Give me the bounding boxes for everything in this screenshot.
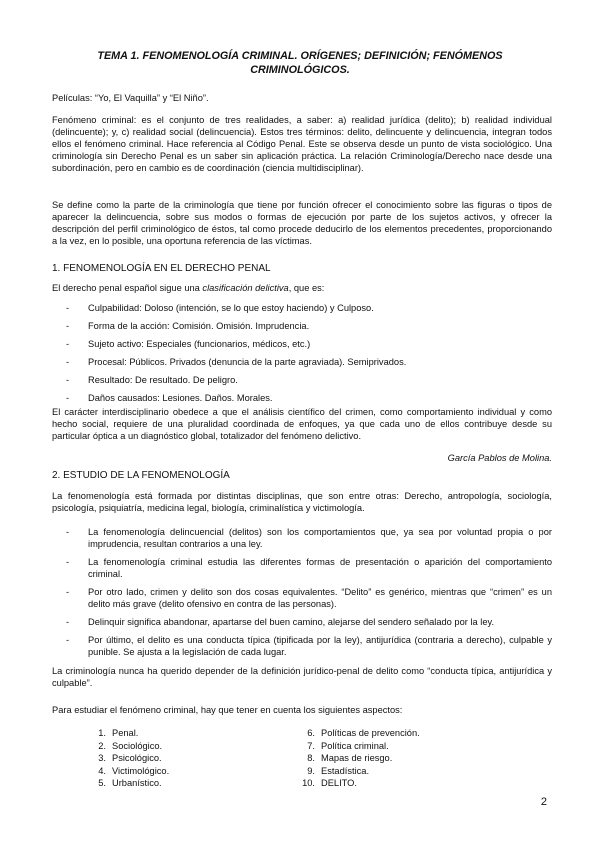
list-item-text: Por último, el delito es una conducta típica (tipificada por la ley), antijurídica (contraria a derecho), culpable y punible. Se ajusta a la legislación de cada lugar.: [88, 635, 552, 657]
paragraph-disciplinas: La fenomenología está formada por distintas disciplinas, que son entre otras: Derecho, antropología, sociología, psicología, psiquiatría, medicina legal, biología, criminalística y victimología.: [52, 491, 552, 513]
aspect-text: Psicológico.: [112, 753, 162, 764]
aspect-text: Estadística.: [321, 765, 370, 776]
list-item: [52, 392, 552, 404]
dash-bullet: -: [66, 393, 70, 403]
aspect-text: Urbanístico.: [112, 778, 162, 789]
dash-bullet: -: [66, 557, 70, 567]
dash-bullet: -: [66, 357, 70, 367]
aspect-number: 10.: [302, 778, 315, 789]
aspects-list-right: [297, 727, 420, 790]
aspect-text: Penal.: [112, 728, 139, 738]
list-item: [52, 320, 552, 332]
aspect-item: [297, 752, 420, 765]
list-item-text: Resultado: De resultado. De peligro.: [88, 375, 238, 385]
dash-bullet: -: [66, 375, 70, 385]
aspect-number: 6.: [307, 728, 315, 738]
aspects-list-left: [88, 727, 169, 790]
list-item: [52, 616, 552, 628]
list-item: [52, 302, 552, 314]
dash-bullet: -: [66, 303, 70, 313]
list-item: [52, 556, 552, 580]
paragraph-definicion: Se define como la parte de la criminología que tiene por función ofrecer el conocimiento sobre las figuras o tipos de aparecer la delincuencia, sobre sus modos o formas de ejecución por parte de los sujetos activos, y ofrecer la descripción del perfil criminológico de éstos, tal como procede deducirlo de los elementos precedentes, proporcionando a la vez, en lo posible, una oportuna referencia de las víctimas.: [52, 200, 552, 246]
list-item-text: La fenomenología criminal estudia las diferentes formas de presentación o aparición del comportamiento criminal.: [88, 557, 552, 579]
intro-text-pre: El derecho penal español sigue una: [52, 283, 203, 293]
dash-bullet: -: [66, 617, 70, 627]
paragraph-fenomeno-criminal: Fenómeno criminal: es el conjunto de tres realidades, a saber: a) realidad jurídica (delito); b) realidad individual (delincuente); y, c) realidad social (delincuencia). Estos tres términos: delito, delincuente y delincuencia, integran todos ellos el fenómeno criminal. Hace referencia al Código Penal. Este se observa desde un punto de vista sociológico. Una criminología sin Derecho Penal es un saber sin aplicación práctica. La relación Criminología/Derecho nace desde una subordinación, pero en cambio es de coordinación (ciencia multidisciplinar).: [52, 115, 552, 173]
section-heading-1: 1. FENOMENOLOGÍA EN EL DERECHO PENAL: [52, 263, 271, 274]
list-item-text: Culpabilidad: Doloso (intención, se lo que estoy haciendo) y Culposo.: [88, 303, 374, 313]
phenomenology-list: [52, 526, 552, 658]
list-item-text: Sujeto activo: Especiales (funcionarios, médicos, etc.): [88, 339, 311, 349]
aspect-text: Política criminal.: [321, 740, 389, 751]
intro-text-post: , que es:: [288, 283, 325, 293]
aspect-text: Sociológico.: [112, 740, 163, 751]
dash-bullet: -: [66, 587, 70, 597]
aspect-item: [88, 752, 169, 765]
section-heading-2: 2. ESTUDIO DE LA FENOMENOLOGÍA: [52, 470, 230, 481]
aspect-text: Victimológico.: [112, 765, 170, 776]
list-item-text: Procesal: Públicos. Privados (denuncia de la parte agraviada). Semiprivados.: [88, 357, 407, 367]
list-item-text: La fenomenología delincuencial (delitos) son los comportamientos que, ya sea por voluntad propia o por imprudencia, resultan contrarios a una ley.: [88, 527, 552, 549]
dash-bullet: -: [66, 635, 70, 645]
aspect-number: 4.: [98, 765, 106, 776]
list-item-text: Delinquir significa abandonar, apartarse del buen camino, alejarse del sendero señalado por la ley.: [88, 617, 495, 627]
aspect-item: [297, 740, 420, 753]
list-item: [52, 374, 552, 386]
films-line: Películas: “Yo, El Vaquilla” y “El Niño”.: [52, 93, 209, 103]
dash-bullet: -: [66, 339, 70, 349]
document-title: TEMA 1. FENOMENOLOGÍA CRIMINAL. ORÍGENES; DEFINICIÓN; FENÓMENOS CRIMINOLÓGICOS.: [97, 50, 503, 76]
attribution: García Pablos de Molina.: [447, 453, 552, 463]
paragraph-clasificacion-intro: [52, 282, 552, 294]
list-item-text: Por otro lado, crimen y delito son dos cosas equivalentes. “Delito” es genérico, mientras que “crimen” es un delito más grave (delito ofensivo en contra de las personas).: [88, 587, 552, 609]
list-item: [52, 634, 552, 658]
aspect-item: [297, 777, 420, 790]
paragraph-aspectos: Para estudiar el fenómeno criminal, hay que tener en cuenta los siguientes aspectos:: [52, 705, 403, 715]
aspect-number: 9.: [307, 765, 315, 776]
list-item: [52, 586, 552, 610]
aspect-item: [88, 727, 169, 740]
aspect-number: 5.: [98, 778, 106, 789]
list-item-text: Daños causados: Lesiones. Daños. Morales.: [88, 393, 273, 403]
aspect-number: 3.: [98, 753, 106, 764]
classification-list: [52, 302, 552, 404]
aspect-text: DELITO.: [321, 778, 357, 789]
dash-bullet: -: [66, 527, 70, 537]
intro-text-emphasis: clasificación delictiva: [202, 283, 289, 293]
aspect-number: 7.: [307, 740, 315, 751]
aspect-item: [88, 777, 169, 790]
aspect-text: Mapas de riesgo.: [321, 753, 393, 764]
aspect-item: [297, 727, 420, 740]
list-item: [52, 356, 552, 368]
aspect-text: Políticas de prevención.: [321, 728, 420, 738]
list-item: [52, 338, 552, 350]
paragraph-interdisciplinario: El carácter interdisciplinario obedece a que el análisis científico del crimen, como comportamiento individual y como hecho social, requiere de una pluralidad coordinada de enfoques, ya que cada uno de ellos contribuye desde su particular óptica a un diagnóstico global, totalizador del fenómeno delictivo.: [52, 407, 552, 441]
dash-bullet: -: [66, 321, 70, 331]
aspect-item: [88, 740, 169, 753]
aspect-number: 1.: [98, 728, 106, 738]
list-item: [52, 526, 552, 550]
aspect-number: 2.: [98, 740, 106, 751]
page-number: 2: [540, 796, 547, 808]
aspect-number: 8.: [307, 753, 315, 764]
paragraph-criminologia: La criminología nunca ha querido depender de la definición jurídico-penal de delito como “conducta típica, antijurídica y culpable”.: [52, 666, 552, 688]
list-item-text: Forma de la acción: Comisión. Omisión. Imprudencia.: [88, 321, 310, 331]
aspect-item: [297, 765, 420, 778]
aspect-item: [88, 765, 169, 778]
